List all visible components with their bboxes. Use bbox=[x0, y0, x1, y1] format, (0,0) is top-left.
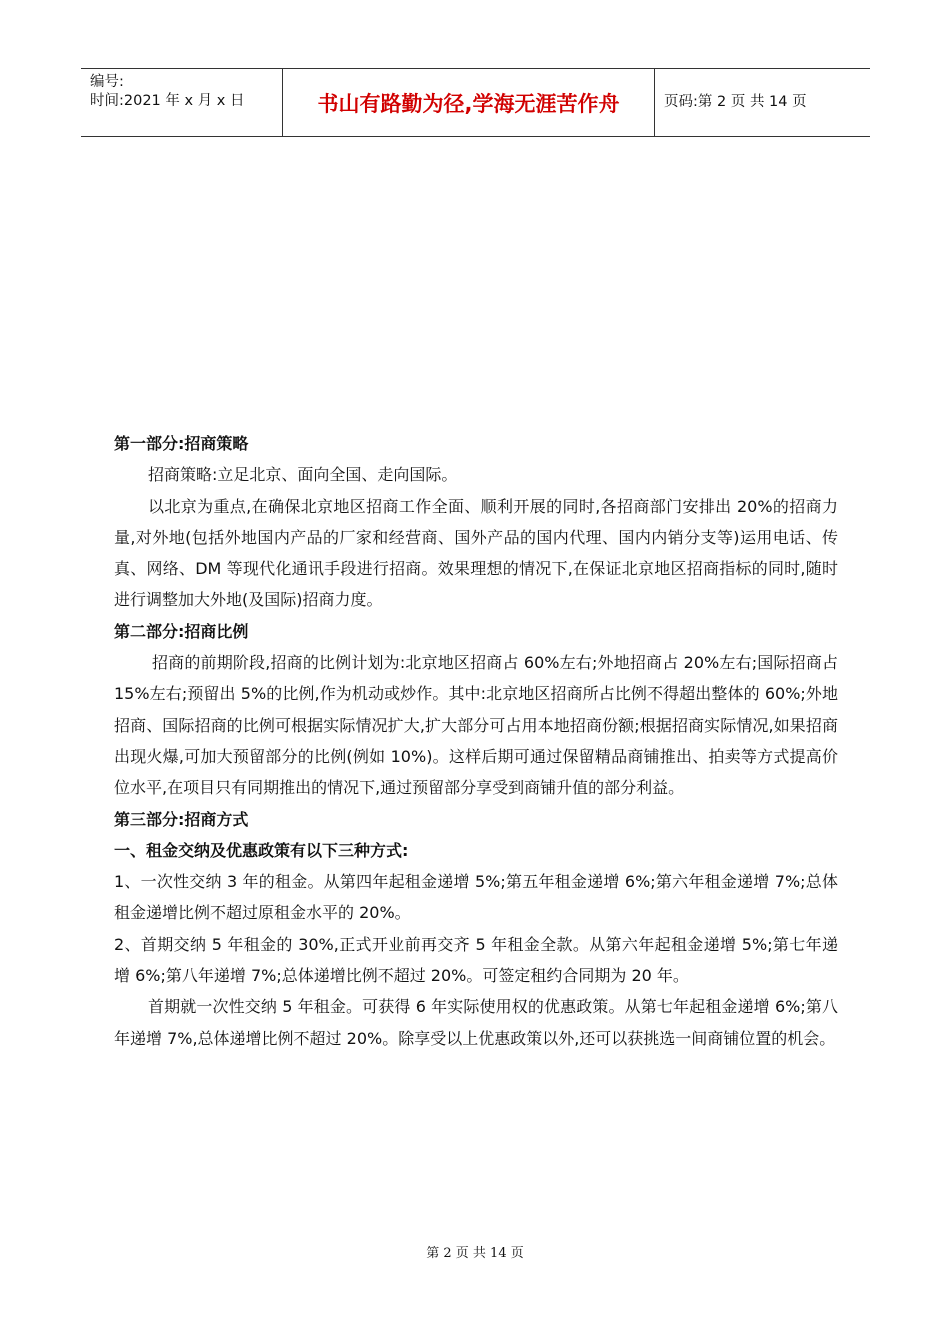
document-number-label: 编号: bbox=[90, 74, 124, 90]
list-item-rent-option-2: 2、首期交纳 5 年租金的 30%,正式开业前再交齐 5 年租金全款。从第六年起租金递增 5%;第七年递增 6%;第八年递增 7%;总体递增比例不超过 20%。可签定租约合同期为 20 年。 bbox=[114, 934, 838, 986]
header-page-cell bbox=[654, 69, 870, 136]
document-time-label: 时间:2021 年 x 月 x 日 bbox=[90, 93, 245, 109]
header-motto: 书山有路勤为径,学海无涯苦作舟 bbox=[317, 92, 620, 116]
paragraph-strategy-detail: 以北京为重点,在确保北京地区招商工作全面、顺利开展的同时,各招商部门安排出 20%的招商力量,对外地(包括外地国内产品的厂家和经营商、国外产品的国内代理、国内内销分支等)运用电话、传真、网络、DM 等现代化通讯手段进行招商。效果理想的情况下,在保证北京地区招商指标的同时,随时进行调整加大外地(及国际)招商力度。 bbox=[114, 496, 838, 610]
paragraph-ratio-detail: 招商的前期阶段,招商的比例计划为:北京地区招商占 60%左右;外地招商占 20%左右;国际招商占 15%左右;预留出 5%的比例,作为机动或炒作。其中:北京地区招商所占比例不得超出整体的 60%;外地招商、国际招商的比例可根据实际情况扩大,扩大部分可占用本地招商份额;根据招商实际情况,如果招商出现火爆,可加大预留部分的比例(例如 10%)。这样后期可通过保留精品商铺推出、拍卖等方式提高价位水平,在项目只有同期推出的情况下,通过预留部分享受到商铺升值的部分利益。 bbox=[114, 653, 838, 798]
subheading-rent-policy: 一、租金交纳及优惠政策有以下三种方式: bbox=[114, 840, 409, 860]
header-motto-cell bbox=[282, 69, 655, 136]
paragraph-strategy-summary: 招商策略:立足北京、面向全国、走向国际。 bbox=[148, 465, 458, 485]
list-item-rent-option-1: 1、一次性交纳 3 年的租金。从第四年起租金递增 5%;第五年租金递增 6%;第六年租金递增 7%;总体租金递增比例不超过原租金水平的 20%。 bbox=[114, 872, 838, 923]
page-footer: 第 2 页 共 14 页 bbox=[426, 1246, 524, 1261]
header-page-number: 页码:第 2 页 共 14 页 bbox=[664, 94, 807, 110]
section-heading-ratio: 第二部分:招商比例 bbox=[114, 621, 249, 641]
section-heading-method: 第三部分:招商方式 bbox=[114, 809, 249, 829]
list-item-rent-option-3: 首期就一次性交纳 5 年租金。可获得 6 年实际使用权的优惠政策。从第七年起租金递增 6%;第八年递增 7%,总体递增比例不超过 20%。除享受以上优惠政策以外,还可以获挑选一间商铺位置的机会。 bbox=[114, 997, 838, 1048]
header-info-cell bbox=[81, 69, 282, 136]
header-table bbox=[81, 68, 870, 137]
section-heading-strategy: 第一部分:招商策略 bbox=[114, 434, 249, 453]
document-body bbox=[114, 428, 838, 1054]
